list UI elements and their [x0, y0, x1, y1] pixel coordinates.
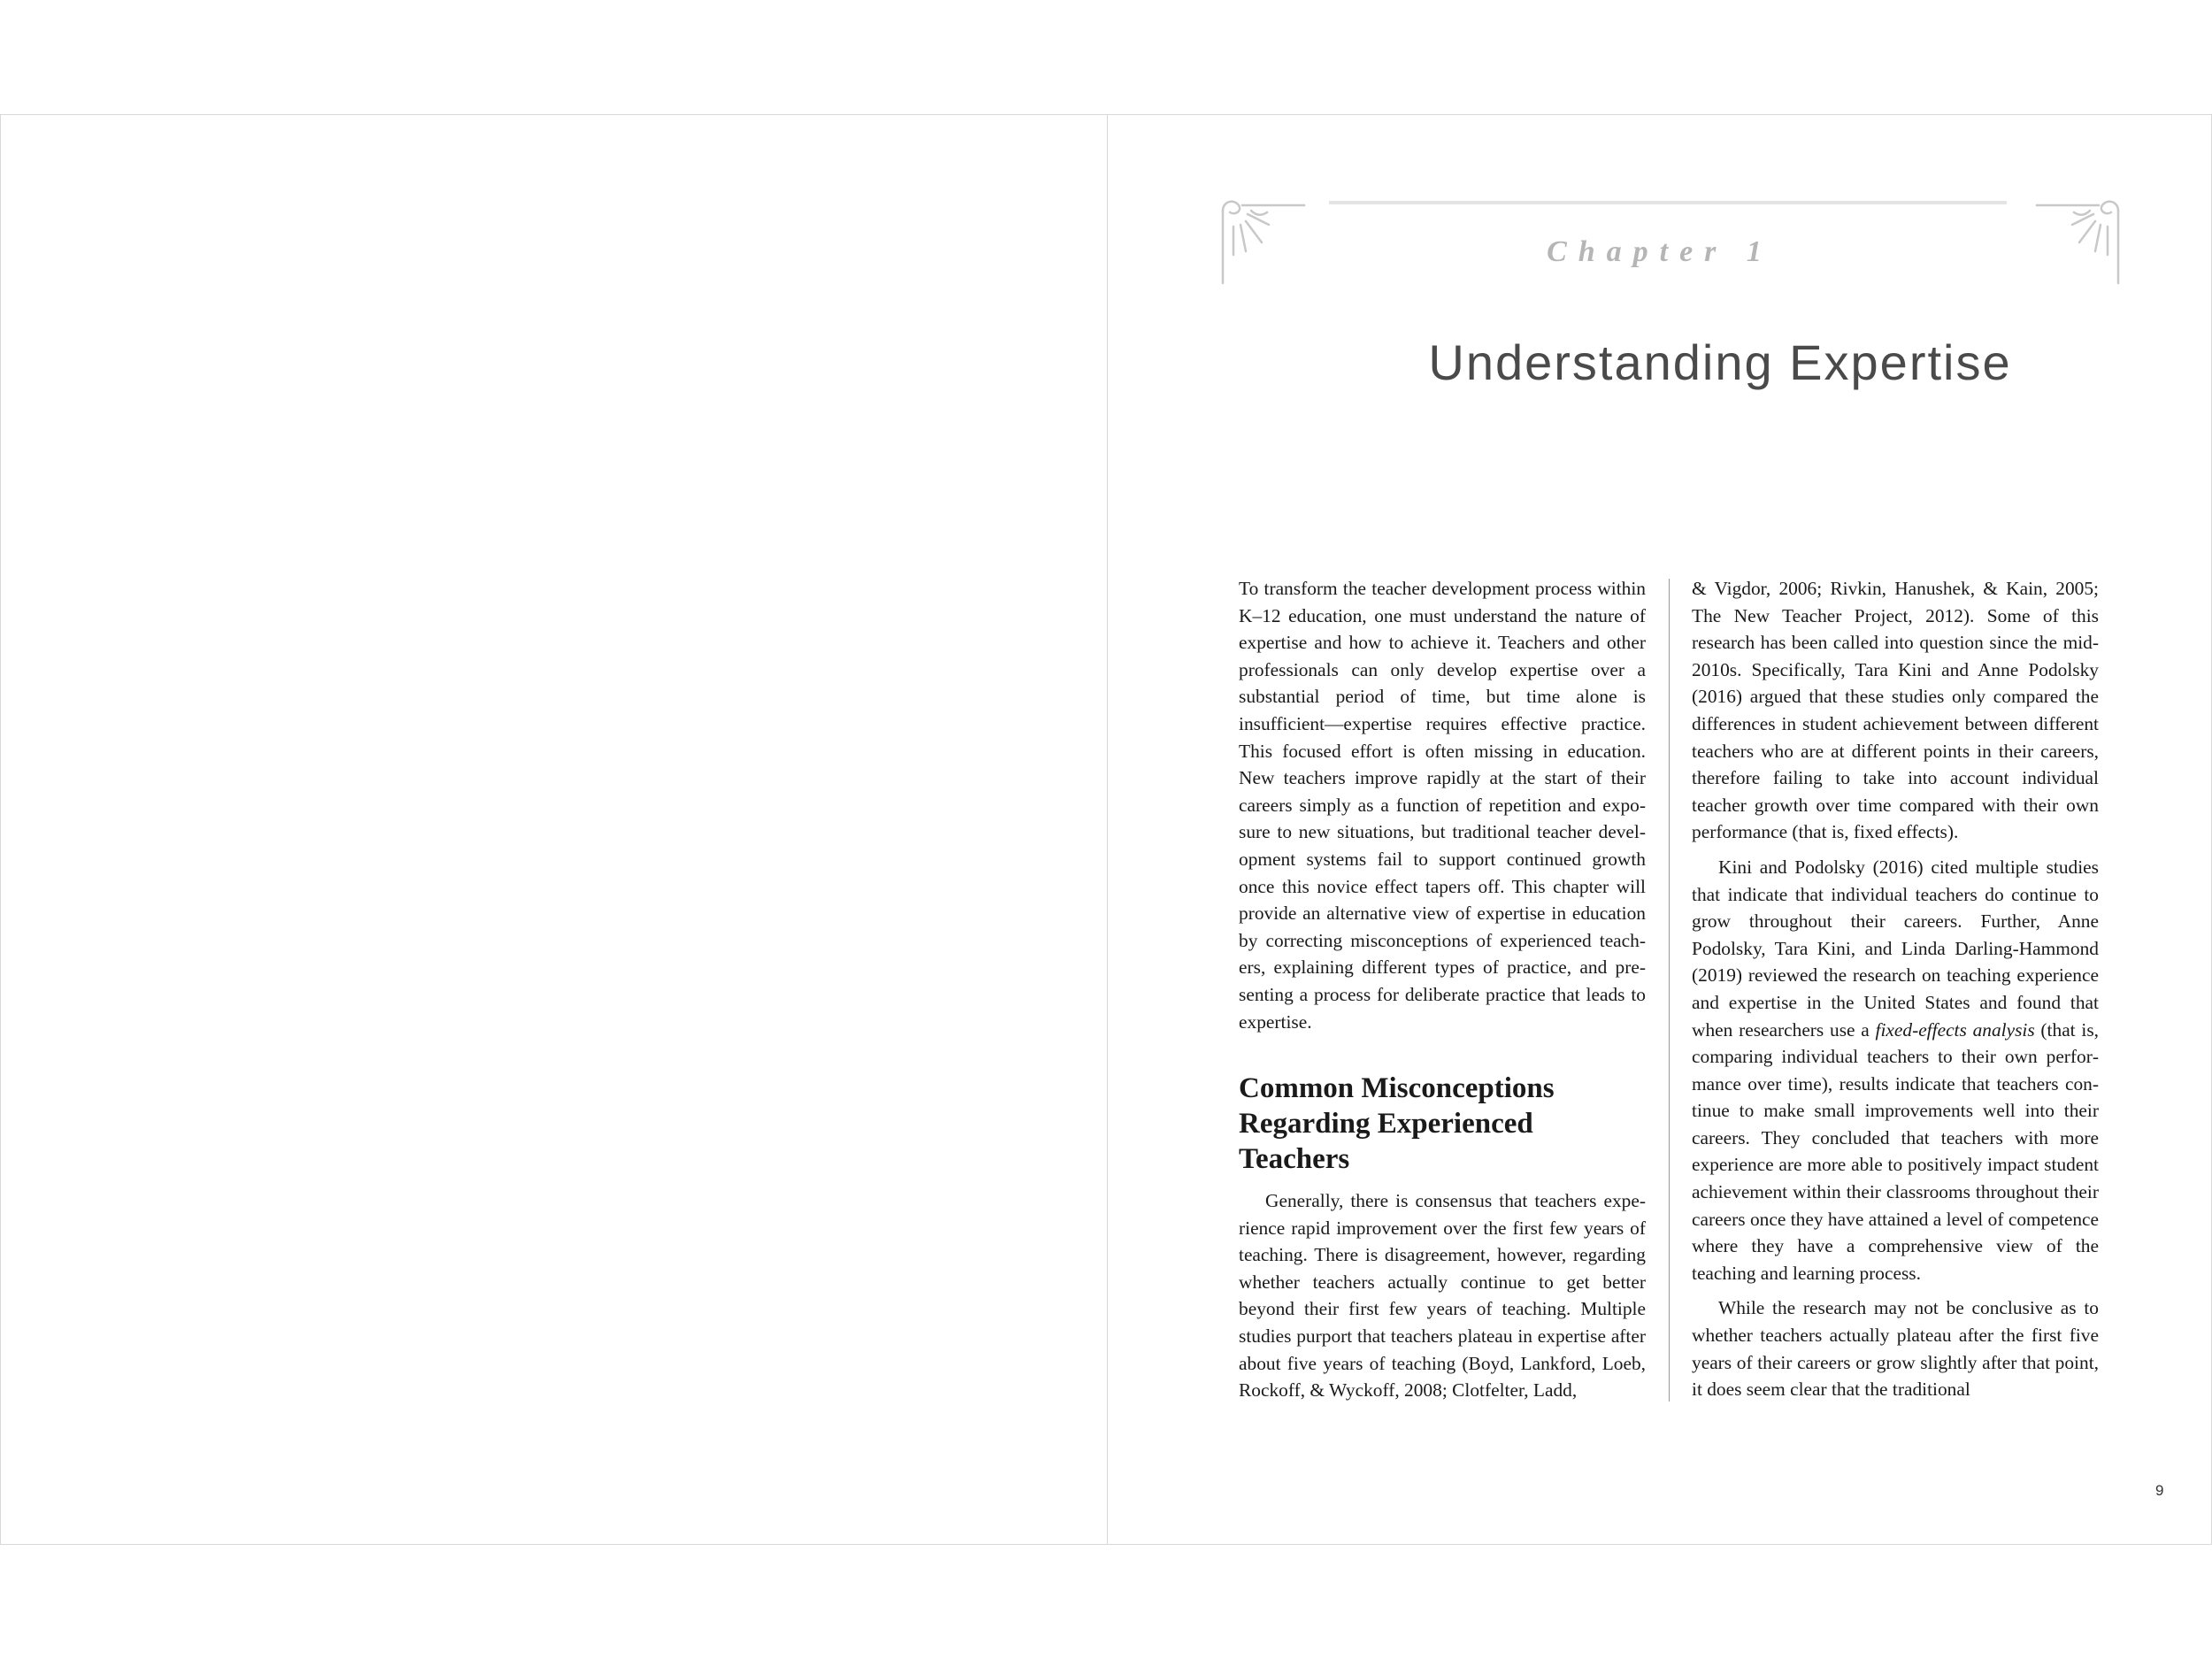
body-paragraph: Generally, there is consensus that teachers experience rapid improvement over the first few years of teaching. There is disagreement, however, regarding whether teachers actually continue to get better beyond their first few years of teaching. Multiple studies purport that teachers plateau in expertise after about five years of teaching (Boyd, Lankford, Loeb, Rockoff, & Wyckoff, 2008; Clotfelter, Ladd,	[1239, 1190, 1646, 1402]
text-span: Kini and Podolsky (2016) cited multiple studies that indicate that individual teachers do continue to grow throughout their careers. Further, Anne Podolsky, Tara Kini, and Linda Darling-Hammond (2019) reviewed the research on teaching experience and expertise in the United States and found that when researchers use a	[1692, 856, 2099, 1041]
body-paragraph: While the research may not be conclusive as to whether teachers actually plateau after the first five years of their careers or grow slightly after that point, it does seem clear that the traditional	[1692, 1297, 2099, 1401]
intro-paragraph: To transform the teacher development process within K–12 education, one must understand the nature of expertise and how to achieve it. Teachers and other professionals can only develop expertise over a substantial period of time, but time alone is insufficient—expertise requires effective practice. This focused effort is often missing in education. New teachers improve rapidly at the start of their careers simply as a function of repetition and exposure to new situations, but traditional teacher development systems fail to support continued growth once this novice effect tapers off. This chapter will provide an alternative view of expertise in education by correcting misconceptions of experienced teachers, explaining different types of practice, and presenting a process for deliberate practice that leads to expertise.	[1239, 578, 1646, 1033]
body-paragraph	[1692, 854, 2099, 1287]
italic-term: fixed-effects analysis	[1875, 1018, 2035, 1041]
book-spread	[0, 114, 2212, 1545]
chapter-title: Understanding Expertise	[1428, 334, 2012, 390]
text-span: (that is, comparing individual teachers to their own performance over time), results indicate that teachers continue to make small improvements well into their careers. They concluded that teachers with more experience are more able to positively impact student achievement within their classrooms throughout their careers once they have attained a level of competence where they have a comprehensive view of the teaching and learning process.	[1692, 1018, 2099, 1284]
column-divider	[1669, 579, 1670, 1402]
chapter-label: Chapter 1	[1547, 235, 1773, 268]
page-number: 9	[2155, 1482, 2164, 1499]
left-text-column	[1239, 575, 1646, 1412]
right-text-column	[1692, 575, 2099, 1411]
section-heading: Common Misconceptions Regarding Experienced Teachers	[1239, 1072, 1555, 1176]
right-page	[1107, 115, 2212, 1544]
left-page-blank	[1, 115, 1107, 1544]
body-paragraph: & Vigdor, 2006; Rivkin, Hanushek, & Kain, 2005; The New Teacher Project, 2012). Some of this research has been called into question since the mid-2010s. Specifically, Tara Kini and Anne Podolsky (2016) argued that these studies only compared the differences in student achievement between different teachers who are at different points in their careers, therefore failing to take into account individual teacher growth over time compared with their own performance (that is, fixed effects).	[1692, 578, 2099, 843]
chapter-header-rule	[1329, 201, 2007, 204]
